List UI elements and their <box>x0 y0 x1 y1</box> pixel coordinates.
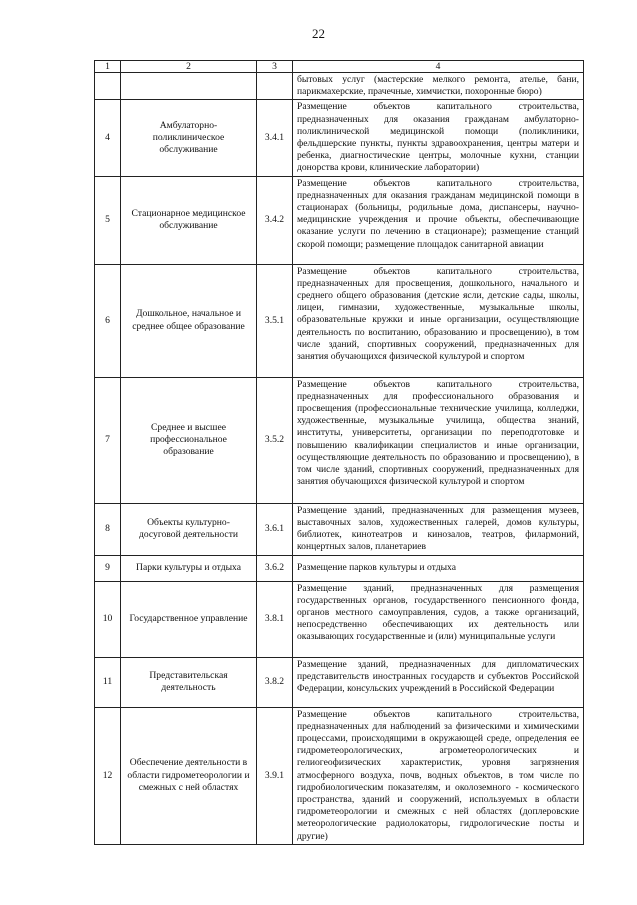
header-cell-2: 2 <box>121 61 257 73</box>
row-name: Представительская деятельность <box>121 657 257 707</box>
table-row <box>95 581 584 657</box>
row-number: 11 <box>95 657 121 707</box>
row-name: Объекты культурно-досуговой деятельности <box>121 503 257 555</box>
table-row <box>95 503 584 555</box>
row-number: 7 <box>95 377 121 503</box>
table-row <box>95 264 584 377</box>
row-code: 3.5.2 <box>257 377 293 503</box>
row-name: Обеспечение деятельности в области гидрометеорологии и смежных с ней областях <box>121 707 257 844</box>
row-description: Размещение объектов капитального строительства, предназначенных для профессионального образования и просвещения (профессиональные технические училища, колледжи, художественные, музыкальные училища, общества знаний, институты, университеты, организации по переподготовке и повышению квалификации специалистов и иные организации, осуществляющие деятельность по образованию и просвещению), в том числе зданий, спортивных сооружений, предназначенных для занятия обучающихся физической культурой и спортом <box>293 377 584 503</box>
header-cell-4: 4 <box>293 61 584 73</box>
table-row <box>95 176 584 264</box>
table-row <box>95 657 584 707</box>
header-cell-1: 1 <box>95 61 121 73</box>
row-description: Размещение зданий, предназначенных для размещения музеев, выставочных залов, художественных галерей, домов культуры, библиотек, кинотеатров и кинозалов, театров, филармоний, концертных залов, планетариев <box>293 503 584 555</box>
row-number: 6 <box>95 264 121 377</box>
row-number: 9 <box>95 555 121 581</box>
table-row <box>95 377 584 503</box>
row-name: Амбулаторно-поликлиническое обслуживание <box>121 100 257 176</box>
row-code: 3.6.1 <box>257 503 293 555</box>
row-number: 10 <box>95 581 121 657</box>
table-row <box>95 100 584 176</box>
table-row <box>95 555 584 581</box>
row-description: Размещение зданий, предназначенных для размещения государственных органов, государственного пенсионного фонда, органов местного самоуправления, судов, а также организаций, непосредственно обеспечивающих их деятельность или оказывающих государственные и (или) муниципальные услуги <box>293 581 584 657</box>
row-number: 8 <box>95 503 121 555</box>
row-name: Государственное управление <box>121 581 257 657</box>
row-number: 4 <box>95 100 121 176</box>
row-description: Размещение парков культуры и отдыха <box>293 555 584 581</box>
row-code: 3.9.1 <box>257 707 293 844</box>
land-use-table <box>94 60 584 845</box>
row-name: Дошкольное, начальное и среднее общее образование <box>121 264 257 377</box>
row-code: 3.4.1 <box>257 100 293 176</box>
row-description: Размещение объектов капитального строительства, предназначенных для наблюдений за физическими и химическими процессами, происходящими в окружающей среде, определения ее гидрометеорологических, агрометеорологических и гелиогеофизических характеристик, уровня загрязнения атмосферного воздуха, почв, водных объектов, в том числе по гидробиологическим показателям, и околоземного - космического пространства, зданий и сооружений, используемых в области гидрометеорологии и смежных с ней областях (доплеровские метеорологические радиолокаторы, гидрологические посты и другие) <box>293 707 584 844</box>
row-description: Размещение зданий, предназначенных для дипломатических представительств иностранных государств и субъектов Российской Федерации, консульских учреждений в Российской Федерации <box>293 657 584 707</box>
row-code: 3.6.2 <box>257 555 293 581</box>
row-name: Среднее и высшее профессиональное образование <box>121 377 257 503</box>
page-number: 22 <box>312 26 325 41</box>
row-code: 3.5.1 <box>257 264 293 377</box>
table-row <box>95 707 584 844</box>
row-code: 3.8.1 <box>257 581 293 657</box>
row-description: Размещение объектов капитального строительства, предназначенных для просвещения, дошкольного, начального и среднего общего образования (детские ясли, детские сады, школы, лицеи, гимназии, художественные, музыкальные школы, образовательные кружки и иные организации, осуществляющие деятельность по воспитанию, образованию и просвещению), в том числе зданий, спортивных сооружений, предназначенных для занятия обучающихся физической культурой и спортом <box>293 264 584 377</box>
continuation-description: бытовых услуг (мастерские мелкого ремонта, ателье, бани, парикмахерские, прачечные, химчистки, похоронные бюро) <box>293 73 584 100</box>
table-header-row <box>95 61 584 73</box>
row-description: Размещение объектов капитального строительства, предназначенных для оказания гражданам медицинской помощи в стационарах (больницы, родильные дома, диспансеры, научно-медицинские учреждения и прочие объекты, обеспечивающие оказание услуги по лечению в стационаре); размещение станций скорой помощи; размещение площадок санитарной авиации <box>293 176 584 264</box>
row-code: 3.8.2 <box>257 657 293 707</box>
header-cell-3: 3 <box>257 61 293 73</box>
row-name: Стационарное медицинское обслуживание <box>121 176 257 264</box>
row-code: 3.4.2 <box>257 176 293 264</box>
row-number: 5 <box>95 176 121 264</box>
row-number: 12 <box>95 707 121 844</box>
row-description: Размещение объектов капитального строительства, предназначенных для оказания гражданам амбулаторно-поликлинической медицинской помощи (поликлиники, фельдшерские пункты, пункты здравоохранения, центры матери и ребенка, диагностические центры, молочные кухни, станции донорства крови, клинические лаборатории) <box>293 100 584 176</box>
row-name: Парки культуры и отдыха <box>121 555 257 581</box>
continuation-row <box>95 73 584 100</box>
